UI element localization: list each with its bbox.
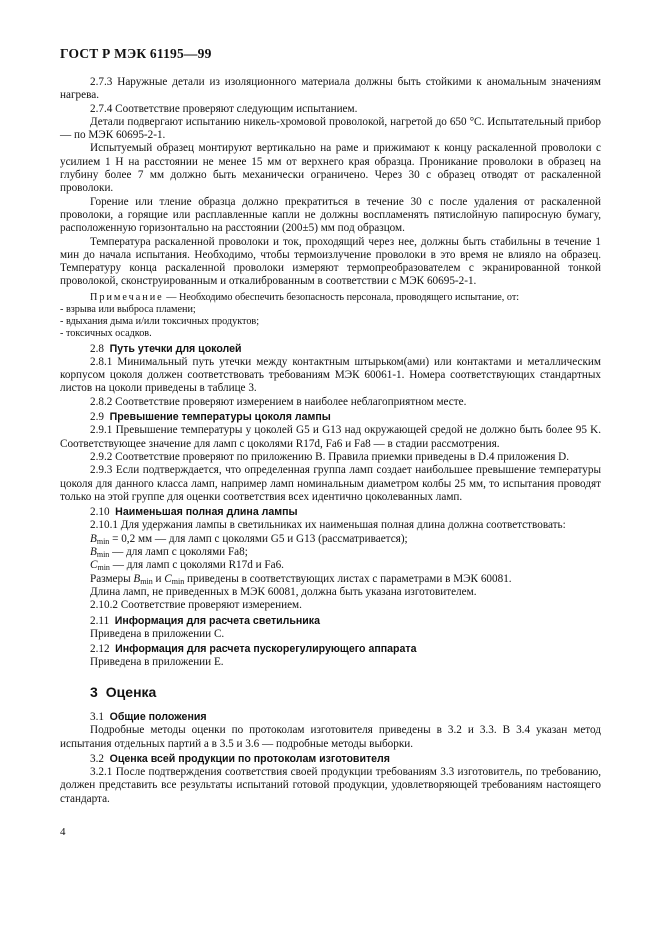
bmin-text: — для ламп с цоколями Fa8; [109, 546, 248, 559]
section-title: Оценка [105, 683, 157, 700]
subscript-min: min [96, 550, 110, 560]
section-title: Наименьшая полная длина лампы [115, 506, 298, 519]
section-3-heading [60, 683, 601, 700]
cmin-text: — для ламп с цоколями R17d и Fa6. [109, 559, 284, 572]
paragraph-3-2-1: 3.2.1 После подтверждения соответствия своей продукции требованиям 3.3 изготовитель, по требованию, должен представить все результаты испытаний готовой продукции, удовлетворяющей требованиям настоящего стандарта. [60, 766, 601, 805]
note-label: Примечание [90, 291, 164, 303]
cmin-line [60, 559, 601, 572]
subscript-min: min [140, 576, 153, 586]
section-number: 3 [90, 683, 98, 700]
section-number: 2.8 [90, 342, 104, 355]
subscript-min: min [96, 536, 110, 546]
sizes-line [60, 573, 601, 586]
bmin-text: = 0,2 мм — для ламп с цоколями G5 и G13 (рассматривается); [109, 532, 408, 545]
paragraph-2-9-3: 2.9.3 Если подтверждается, что определенная группа ламп создает наибольшее превышение температуры цоколя для данного класса ламп, например ламп номинальным диаметром колбы 25 мм, то испытания проводят только на этой группе для оценки соответствия всех идентично цоколеванных ламп. [60, 464, 601, 503]
section-2-11-heading [60, 615, 601, 628]
paragraph-2-9-1: 2.9.1 Превышение температуры у цоколей G5 и G13 над окружающей средой не должно быть более 95 K. Соответствующее значение для ламп с цоколями R17d, Fa6 и Fa8 — в стадии рассмотрения. [60, 424, 601, 450]
note-item: - вдыхания дыма и/или токсичных продуктов; [60, 316, 260, 328]
subscript-min: min [97, 563, 110, 573]
section-number: 2.11 [90, 614, 110, 627]
section-title: Информация для расчета пускорегулирующего аппарата [115, 643, 417, 656]
note-item: - токсичных осадков. [60, 328, 152, 340]
section-3-2-heading [60, 753, 601, 766]
paragraph-2-12: Приведена в приложении Е. [90, 656, 224, 669]
paragraph-2-11: Приведена в приложении С. [90, 627, 225, 640]
sizes-text: и [152, 572, 165, 585]
section-title: Общие положения [109, 710, 207, 723]
paragraph-3-1: Подробные методы оценки по протоколам изготовителя приведены в 3.2 и 3.3. В 3.4 указан метод испытания отдельных партий а в 3.5 и 3.6 — подробные методы выборки. [60, 724, 601, 750]
paragraph-2-7-4-d: Температура раскаленной проволоки и ток, проходящий через нее, должны быть стабильны в течение 1 мин до начала испытания. Необходимо, чтобы термоизлучение проволоки в это время не влияло на образец. Температуру конца раскаленной проволоки измеряют термопреобразователем с экранированной тонкой проволокой, сконструированным и откалиброванным в соответствии с МЭК 60695-2-1. [60, 235, 601, 288]
paragraph-2-7-4-c: Горение или тление образца должно прекратиться в течение 30 с после удаления от раскаленной проволоки, а горящие или расплавленные капли не должны воспламенять пятислойную папиросную бумагу, расположенную горизонтально на расстоянии (200±5) мм под образцом. [60, 195, 601, 235]
note-item: - взрыва или выброса пламени; [60, 303, 196, 315]
symbol-b: B [133, 572, 141, 585]
section-2-9-heading [60, 411, 601, 424]
symbol-b: B [90, 546, 97, 559]
section-3-1-heading [60, 711, 601, 724]
subscript-min: min [171, 576, 185, 586]
sizes-text: Размеры [90, 572, 134, 585]
sizes-text: приведены в соответствующих листах с параметрами в МЭК 60081. [184, 572, 512, 585]
paragraph-2-7-4-b: Испытуемый образец монтируют вертикально на раме и прижимают к концу раскаленной проволоки с усилием 1 Н на расстоянии не менее 15 мм от верхнего края образца. Проникание проволоки в образец на глубину более 7 мм должно быть механически ограничено. Через 30 с образец отводят от раскаленной проволоки. [60, 142, 601, 195]
section-2-8-heading [60, 343, 601, 356]
section-title: Превышение температуры цоколя лампы [109, 411, 331, 424]
symbol-b: B [90, 532, 97, 545]
paragraph-2-10-1: 2.10.1 Для удержания лампы в светильниках их наименьшая полная длина должна соответствовать: [90, 519, 566, 532]
note [60, 292, 601, 304]
bmin-line-1 [60, 533, 601, 546]
note-text: — Необходимо обеспечить безопасность персонала, проводящего испытание, от: [163, 291, 520, 303]
paragraph-2-10-2: 2.10.2 Соответствие проверяют измерением. [90, 599, 302, 612]
symbol-c: C [90, 559, 98, 572]
paragraph-2-7-4: 2.7.4 Соответствие проверяют следующим испытанием. [90, 102, 358, 115]
document-body [60, 76, 601, 806]
paragraph-2-7-4-a: Детали подвергают испытанию никель-хромовой проволокой, нагретой до 650 °C. Испытательный прибор — по МЭК 60695-2-1. [60, 115, 601, 142]
section-number: 2.10 [90, 506, 110, 519]
document-header: ГОСТ Р МЭК 61195—99 [60, 46, 212, 61]
section-number: 2.9 [90, 411, 104, 424]
section-title: Оценка всей продукции по протоколам изготовителя [109, 752, 390, 765]
paragraph-2-8-1: 2.8.1 Минимальный путь утечки между контактным штырьком(ами) или контактами и металлическим корпусом цоколя должен соответствовать требованиям МЭК 60061-1. Номера соответствующих стандартных листов на цоколи приведены в таблице 3. [60, 355, 601, 395]
section-number: 3.2 [90, 752, 104, 765]
page-number: 4 [60, 826, 66, 838]
symbol-c: C [164, 572, 172, 585]
section-number: 2.12 [90, 643, 110, 656]
section-title: Путь утечки для цоколей [109, 342, 242, 355]
paragraph-2-9-2: 2.9.2 Соответствие проверяют по приложению В. Правила приемки приведены в D.4 приложения D. [90, 450, 570, 463]
section-number: 3.1 [90, 710, 104, 723]
section-2-12-heading [60, 643, 601, 656]
paragraph-2-7-3: 2.7.3 Наружные детали из изоляционного материала должны быть стойкими к аномальным значениям нагрева. [60, 76, 601, 102]
paragraph-2-10-1-b: Длина ламп, не приведенных в МЭК 60081, должна быть указана изготовителем. [90, 585, 477, 598]
section-2-10-heading [60, 506, 601, 519]
paragraph-2-8-2: 2.8.2 Соответствие проверяют измерением в наиболее неблагоприятном месте. [90, 395, 467, 408]
bmin-line-2 [60, 546, 601, 559]
section-title: Информация для расчета светильника [114, 614, 320, 627]
